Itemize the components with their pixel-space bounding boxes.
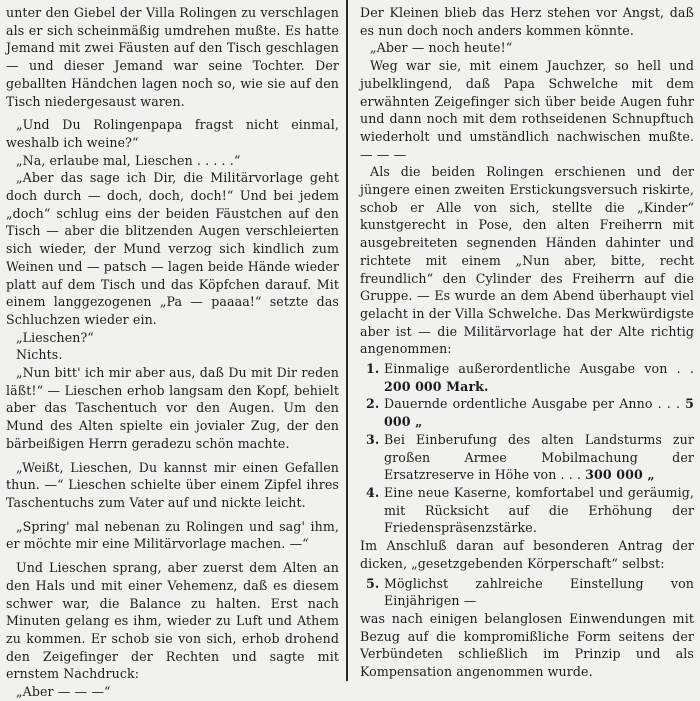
paragraph: unter den Giebel der Villa Rolingen zu verschlagen als er sich scheinmäßig umdrehen mußte. Es hatte Jemand mit zwei Fäusten auf den Tisch geschlagen — und dieser Jemand war seine Tochter. Der geballten Händchen lagen noch so, wie sie auf den Tisch niedergesaust waren.	[6, 5, 339, 109]
column-divider	[346, 0, 348, 681]
paragraph: „Aber — — —“	[16, 684, 111, 700]
item-number: 2.	[366, 396, 380, 412]
list-item	[360, 484, 694, 537]
paragraph: „Lieschen?“	[16, 329, 94, 345]
item-number: 3.	[366, 431, 380, 447]
paragraph: „Aber das sage ich Dir, die Militärvorlage geht doch durch — doch, doch, doch!“ Und bei jedem „doch“ schlug eins der beiden Fäustchen auf den Tisch — aber die blitzenden Augen verschleierten sich wieder, der Mund verzog sich kindlich zum Weinen und — patsch — lagen beide Hände wieder platt auf dem Tisch und das Köpfchen darauf. Mit einem langgezogenen „Pa — paaaa!“ setzte das Schluchzen wieder ein.	[6, 170, 339, 327]
paragraph: Als die beiden Rolingen erschienen und der jüngere einen zweiten Erstickungsversuch riskirte, schob er Alle von sich, stellte die „Kinder“ kunstgerecht in Pose, den alten Freiherrn mit ausgebreiteten segnenden Händen dahinter und richtete mit einem „Nun aber, bitte, recht freundlich“ den Cylinder des Freiherrn auf die Gruppe. — Es wurde an dem Abend überhaupt viel gelacht in der Villa Schwelche. Das Merkwürdigste aber ist — die Militärvorlage hat der Alte richtig angenommen:	[360, 164, 694, 357]
paragraph: „Aber — noch heute!“	[370, 40, 513, 56]
item-text: Dauernde ordentliche Ausgabe per Anno . . .	[384, 396, 681, 412]
budget-list	[360, 360, 694, 537]
paragraph: Der Kleinen blieb das Herz stehen vor Angst, daß es nun doch noch anders kommen könnte.	[360, 5, 694, 38]
paragraph: „Na, erlaube mal, Lieschen . . . . .“	[16, 152, 241, 168]
item-number: 1.	[366, 361, 380, 377]
item-amount: 5 000 „	[384, 396, 695, 430]
item-amount: 300 000 „	[585, 467, 655, 483]
item-text: Eine neue Kaserne, komfortabel und geräumig, mit Rücksicht auf die Erhöhung der Friedenspräsenzstärke.	[384, 484, 694, 536]
item-amount: 200 000 Mark.	[384, 378, 489, 394]
paragraph: was nach einigen belanglosen Einwendungen mit Bezug auf die kompromißliche Form seitens der Verbündeten schließlich im Prinzip und als Kompensation angenommen wurde.	[360, 610, 694, 680]
item-text: Bei Einberufung des alten Landsturms zur großen Armee Mobilmachung der Ersatzreserve in Höhe von . . .	[384, 431, 694, 483]
budget-list-extra	[360, 575, 694, 610]
list-item	[360, 395, 694, 430]
item-text: Möglichst zahlreiche Einstellung von Einjährigen —	[384, 575, 694, 609]
paragraph: Nichts.	[16, 347, 63, 363]
paragraph: „Spring' mal nebenan zu Rolingen und sag' ihm, er möchte mir eine Militärvorlage machen. —“	[6, 518, 339, 552]
paragraph: Im Anschluß daran auf besonderen Antrag der dicken, „gesetzgebenden Körperschaft“ selbst:	[360, 538, 694, 571]
paragraph: „Nun bitt' ich mir aber aus, daß Du mit Dir reden läßt!“ — Lieschen erhob langsam den Kopf, behielt aber das Taschentuch vor den Augen. Um den Mund des Alten spielte ein jovialer Zug, der den bärbeißigen Herrn geradezu schön machte.	[6, 365, 339, 451]
item-number: 5.	[366, 575, 380, 591]
paragraph: Und Lieschen sprang, aber zuerst dem Alten an den Hals und mit einer Vehemenz, daß es diesem schwer war, die Balance zu halten. Erst nach Minuten gelang es ihm, wieder zu Luft und Athem zu kommen. Er schob sie von sich, erhob drohend den Zeigefinger der Rechten und sagte mit ernstem Nachdruck:	[6, 560, 339, 682]
paragraph: „Weißt, Lieschen, Du kannst mir einen Gefallen thun. —“ Lieschen schielte über einem Zipfel ihres Taschentuchs zum Vater auf und nickte leicht.	[6, 459, 339, 510]
item-text: Einmalige außerordentliche Ausgabe von . .	[384, 361, 694, 377]
list-item	[360, 431, 694, 484]
paragraph: Weg war sie, mit einem Jauchzer, so hell und jubelklingend, daß Papa Schwelche mit dem erwähnten Zeigefinger sich über beide Augen fuhr und dann noch mit dem rothseidenen Schnupftuch wiederholt und umständlich nachwischen mußte. — — —	[360, 58, 694, 162]
paragraph: „Und Du Rolingenpapa fragst nicht einmal, weshalb ich weine?“	[6, 117, 339, 150]
right-column	[360, 4, 694, 681]
left-column	[6, 4, 339, 701]
list-item	[360, 360, 694, 395]
item-number: 4.	[366, 484, 380, 500]
list-item	[360, 575, 694, 610]
